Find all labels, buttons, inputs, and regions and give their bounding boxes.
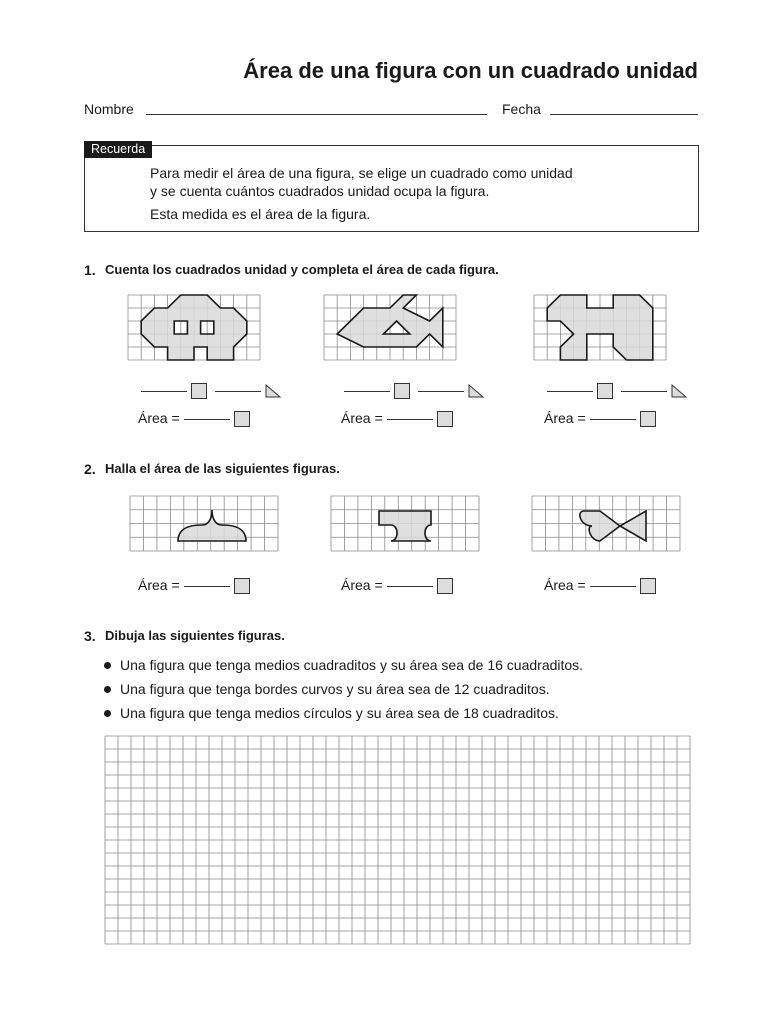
count-halves-field[interactable] [621,391,667,392]
area-label: Área = [341,410,383,426]
bullet-icon [104,686,111,693]
bullet-icon [104,710,111,717]
recuerda-line-1: Para medir el área de una figura, se elige un cuadrado como unidad [150,165,573,181]
name-field[interactable] [146,114,487,115]
unit-square-icon [640,411,656,427]
unit-square-icon [597,383,613,399]
area-label: Área = [138,577,180,593]
unit-square-icon [394,383,410,399]
unit-square-icon [234,411,250,427]
area-field[interactable] [184,586,230,587]
count-halves-field[interactable] [418,391,464,392]
q1-figure-shape [534,295,668,365]
unit-square-icon [640,578,656,594]
q2-text: Halla el área de las siguientes figuras. [105,461,340,476]
q2-figure-dome [130,496,280,556]
q3-bullet-3: Una figura que tenga medios círculos y su área sea de 18 cuadraditos. [104,705,559,721]
q1-area-row-2 [341,410,453,427]
unit-square-icon [191,383,207,399]
count-squares-field[interactable] [547,391,593,392]
count-squares-field[interactable] [141,391,187,392]
q1-figure-fish [324,295,458,365]
count-halves-field[interactable] [215,391,261,392]
area-field[interactable] [387,419,433,420]
q1-number: 1. [84,262,96,278]
area-field[interactable] [590,419,636,420]
q1-area-row-1 [138,410,250,427]
recuerda-line-2: y se cuenta cuántos cuadrados unidad ocupa la figura. [150,183,490,199]
unit-square-icon [437,411,453,427]
q2-figure-anvil [331,496,481,556]
count-squares-field[interactable] [344,391,390,392]
q1-count-row-1 [137,382,281,399]
area-label: Área = [341,577,383,593]
area-label: Área = [544,410,586,426]
area-field[interactable] [590,586,636,587]
unit-square-icon [234,578,250,594]
q3-text: Dibuja las siguientes figuras. [105,628,285,643]
date-field[interactable] [550,114,698,115]
area-label: Área = [138,410,180,426]
q1-figure-house [128,295,262,365]
area-label: Área = [544,577,586,593]
half-square-icon [468,384,484,398]
area-field[interactable] [184,419,230,420]
q1-count-row-3 [543,382,687,399]
q1-text: Cuenta los cuadrados unidad y completa el área de cada figura. [105,262,499,277]
q2-figure-bow [532,496,682,556]
q3-drawing-grid[interactable] [105,736,693,948]
half-square-icon [671,384,687,398]
q2-area-row-3 [544,577,656,594]
bullet-icon [104,662,111,669]
q2-number: 2. [84,461,96,477]
unit-square-icon [437,578,453,594]
date-label: Fecha [502,101,541,117]
name-label: Nombre [84,101,134,117]
half-square-icon [265,384,281,398]
recuerda-tag: Recuerda [84,141,152,158]
q2-area-row-2 [341,577,453,594]
q2-area-row-1 [138,577,250,594]
area-field[interactable] [387,586,433,587]
q3-bullet-1: Una figura que tenga medios cuadraditos y su área sea de 16 cuadraditos. [104,657,583,673]
q3-bullet-2: Una figura que tenga bordes curvos y su área sea de 12 cuadraditos. [104,681,550,697]
q1-area-row-3 [544,410,656,427]
q1-count-row-2 [340,382,484,399]
page-title: Área de una figura con un cuadrado unidad [243,58,698,83]
q3-number: 3. [84,628,96,644]
recuerda-line-3: Esta medida es el área de la figura. [150,206,371,222]
